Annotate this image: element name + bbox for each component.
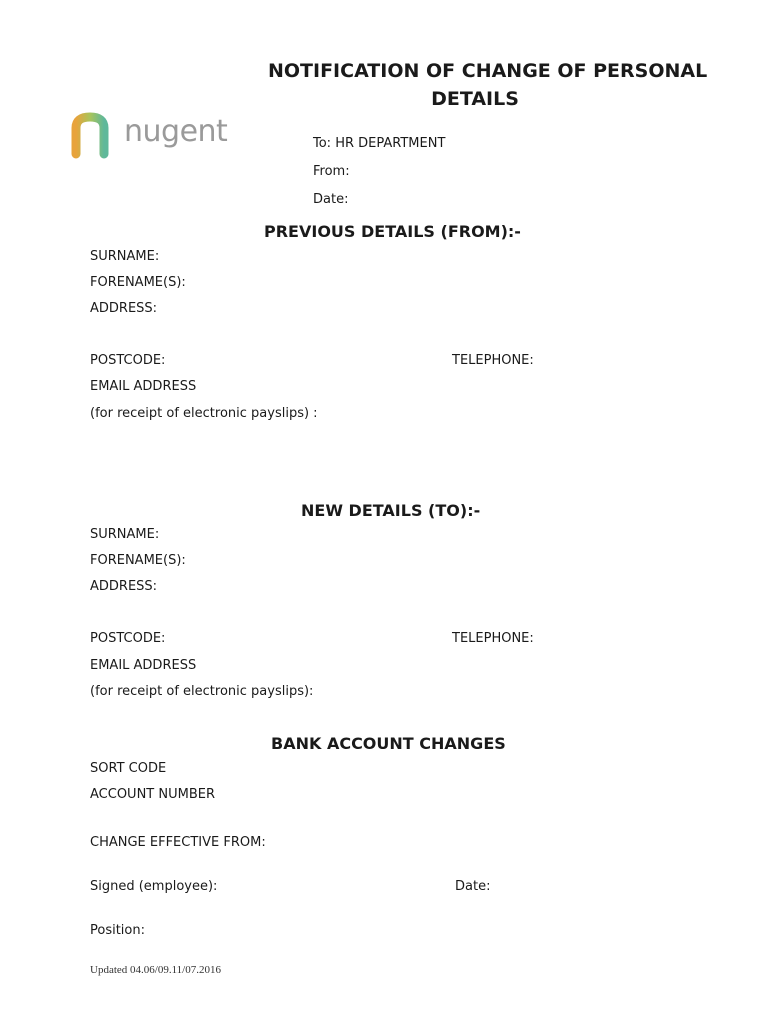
new-details-heading: NEW DETAILS (TO):- (301, 501, 481, 520)
account-number-label: ACCOUNT NUMBER (90, 787, 215, 802)
new-email-note: (for receipt of electronic payslips): (90, 684, 314, 699)
previous-telephone-label: TELEPHONE: (452, 353, 534, 368)
previous-details-heading: PREVIOUS DETAILS (FROM):- (264, 222, 521, 241)
new-telephone-label: TELEPHONE: (452, 631, 534, 646)
previous-postcode-label: POSTCODE: (90, 353, 166, 368)
date-field: Date: (313, 192, 349, 207)
nugent-logo (70, 112, 230, 160)
title-line-2: DETAILS (431, 88, 519, 110)
previous-surname-label: SURNAME: (90, 249, 160, 264)
to-field: To: HR DEPARTMENT (313, 136, 446, 151)
logo-wordmark: nugent (124, 114, 228, 149)
title-line-1: NOTIFICATION OF CHANGE OF PERSONAL (268, 60, 708, 82)
previous-forenames-label: FORENAME(S): (90, 275, 186, 290)
sort-code-label: SORT CODE (90, 761, 167, 776)
from-field: From: (313, 164, 350, 179)
new-address-label: ADDRESS: (90, 579, 158, 594)
previous-email-label: EMAIL ADDRESS (90, 379, 197, 394)
new-postcode-label: POSTCODE: (90, 631, 166, 646)
previous-address-label: ADDRESS: (90, 301, 158, 316)
signed-date-label: Date: (455, 879, 491, 894)
previous-email-note: (for receipt of electronic payslips) : (90, 406, 318, 421)
document-title (268, 57, 708, 113)
signed-employee-label: Signed (employee): (90, 879, 218, 894)
new-forenames-label: FORENAME(S): (90, 553, 186, 568)
position-label: Position: (90, 923, 145, 938)
nugent-logo-mark (70, 112, 120, 160)
bank-changes-heading: BANK ACCOUNT CHANGES (271, 734, 506, 753)
updated-footer: Updated 04.06/09.11/07.2016 (90, 964, 221, 976)
new-surname-label: SURNAME: (90, 527, 160, 542)
change-effective-label: CHANGE EFFECTIVE FROM: (90, 835, 266, 850)
new-email-label: EMAIL ADDRESS (90, 658, 197, 673)
